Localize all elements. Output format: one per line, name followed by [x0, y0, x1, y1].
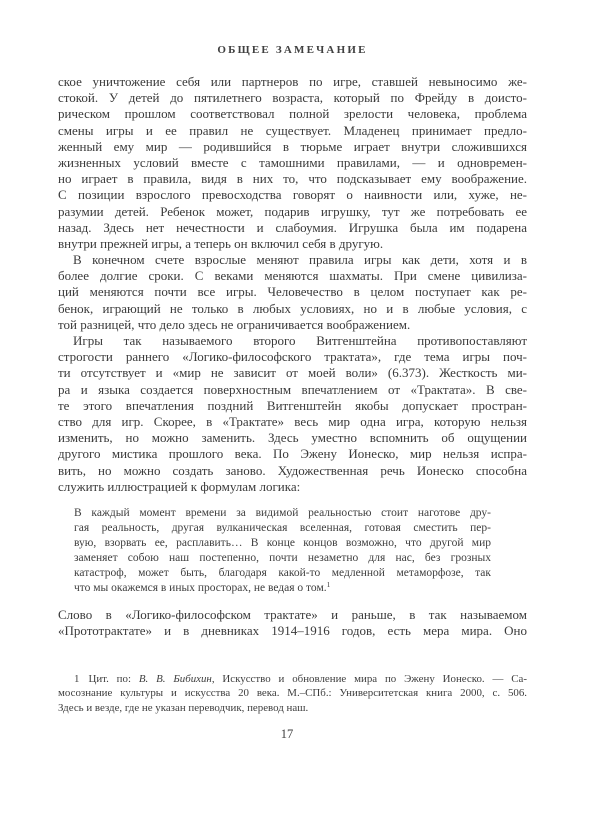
text-segment: служить иллюстрацией к формулам логика: [58, 478, 301, 494]
text-line [58, 398, 527, 414]
text-line [58, 252, 527, 268]
text-segment: рическом прошлом соответствовал полной зрелости человека, проблема [58, 106, 527, 122]
text-segment: ций меняются почти все игры. Человечество в целом поступает как ре- [58, 284, 527, 300]
text-line [58, 333, 527, 349]
text-block [58, 74, 527, 715]
text-segment: Слово в «Логико-философском трактате» и раньше, в так называемом [58, 606, 527, 622]
text-segment: той разницей, что дело здесь не ограничивается воображением. [58, 316, 411, 332]
running-header: ОБЩЕЕ ЗАМЕЧАНИЕ [217, 44, 368, 56]
text-segment: ство для игр. Скорее, в «Трактате» весь мир одна игра, которую нельзя [58, 413, 527, 429]
text-line [58, 236, 527, 252]
text-line [58, 479, 527, 495]
text-line [58, 171, 527, 187]
text-segment: бенок, играющий не только в любых условиях, но и в любые условия, с [58, 300, 527, 316]
text-line [58, 301, 527, 317]
text-segment: вить, но можно создать заново. Художественная речь Ионеско способна [58, 462, 527, 478]
text-segment: В каждый момент времени за видимой реальностью стоит наготове дру- [74, 506, 491, 519]
text-line [58, 446, 527, 462]
footnote [58, 672, 527, 715]
body-paragraph [58, 74, 527, 252]
text-segment: В конечном счете взрослые меняют правила игры как дети, хотя и в [73, 252, 527, 268]
text-line [58, 607, 527, 623]
text-segment: ра и языка создается поверхностным впечатлением от «Трактата». В све- [58, 381, 527, 397]
text-line [74, 551, 491, 566]
text-line [74, 566, 491, 581]
text-segment: , Искусство и обновление мира по Эжену Ионеско. — Са- [211, 673, 527, 686]
text-line [58, 701, 527, 715]
text-line [58, 74, 527, 90]
text-line [58, 672, 527, 686]
text-segment: вую, взорвать ее, расплавить… В конце концов возможно, что другой мир [74, 536, 491, 549]
quote-block [74, 506, 491, 596]
text-segment: гая реальность, другая вулканическая вселенная, готовая сместить пер- [74, 521, 491, 534]
text-segment: внутри прежней игры, а теперь он включил себя в другую. [58, 235, 384, 251]
text-line [58, 284, 527, 300]
text-segment: другого мистика прошлого века. По Эжену Ионеско, мир нельзя испра- [58, 446, 527, 462]
text-line [58, 268, 527, 284]
text-line [58, 155, 527, 171]
text-line [58, 317, 527, 333]
text-segment: но играет в правила, видя в них то, что подсказывает ему воображение. [58, 171, 527, 187]
text-segment: мосознание культуры и искусства 20 века. М.–СПб.: Университетская книга 2000, с. 506. [58, 687, 527, 700]
text-line [58, 430, 527, 446]
text-line [58, 204, 527, 220]
text-segment: В. В. Бибихин [138, 673, 212, 686]
text-line [58, 623, 527, 639]
text-line [58, 686, 527, 700]
text-line [58, 349, 527, 365]
text-line [58, 463, 527, 479]
text-line [58, 123, 527, 139]
text-line [74, 536, 491, 551]
text-line [74, 521, 491, 536]
text-segment: ское уничтожение себя или партнеров по игре, ставшей невыносимо же- [58, 74, 527, 89]
text-segment: «Прототрактате» и в дневниках 1914–1916 годов, есть мера мира. Оно [58, 623, 527, 639]
text-line [58, 365, 527, 381]
text-segment: что мы окажемся в иных просторах, не ведая о том. [74, 581, 327, 594]
footnote-number: 1 [74, 673, 80, 686]
text-segment: назад. Здесь нет нечестности и слабоумия. Игрушка была им подарена [58, 219, 527, 235]
text-segment: Цит. по: [88, 673, 139, 686]
text-line [58, 139, 527, 155]
body-paragraph [58, 333, 527, 495]
text-segment: стокой. У детей до пятилетнего возраста, который по Фрейду в доисто- [58, 90, 527, 106]
text-segment: строгости раннего «Логико-философского трактата», где тема игры поч- [58, 349, 527, 365]
text-segment: жизненных условий вместе с тамошними правилами, — и одновремен- [58, 154, 527, 170]
text-segment: разумии детей. Ребенок может, подарив игрушку, тут же потребовать ее [58, 203, 527, 219]
text-segment: более долгие сроки. С веками меняются шахматы. При смене цивилиза- [58, 268, 527, 284]
text-line [58, 220, 527, 236]
text-segment: С позиции взрослого превосходства говорят о наивности или, хуже, не- [58, 187, 527, 203]
text-line [58, 414, 527, 430]
text-line [74, 506, 491, 521]
text-segment: смены игры и ее правил не существует. Младенец принимает предло- [58, 122, 527, 138]
text-line [58, 187, 527, 203]
body-paragraph [58, 607, 527, 639]
text-segment: Игры так называемого второго Витгенштейна противопоставляют [73, 333, 527, 348]
text-segment: заменяет собою наш постепенно, почти незаметно для нас, без грозных [74, 551, 491, 564]
text-line [74, 581, 491, 596]
text-line [58, 90, 527, 106]
text-segment: катастроф, может быть, благодаря какой-то медленной метаморфозе, так [74, 566, 491, 579]
footnote-marker: 1 [326, 579, 331, 589]
text-line [58, 382, 527, 398]
body-paragraph [58, 252, 527, 333]
text-segment: Здесь и везде, где не указан переводчик, перевод наш. [58, 701, 309, 714]
text-segment: ти отсутствует и «мир не зависит от моей воли» (6.373). Жесткость ми- [58, 365, 527, 381]
text-segment: те этого впечатления поздний Витгенштейн якобы допускает простран- [58, 397, 527, 413]
text-line [58, 106, 527, 122]
text-segment: женный ему мир — родившийся в тюрьме играет внутри сложившихся [58, 138, 527, 154]
page-number: 17 [280, 727, 294, 741]
text-segment: изменить, но можно заменить. Здесь уместно вспомнить об ощущении [58, 430, 527, 446]
